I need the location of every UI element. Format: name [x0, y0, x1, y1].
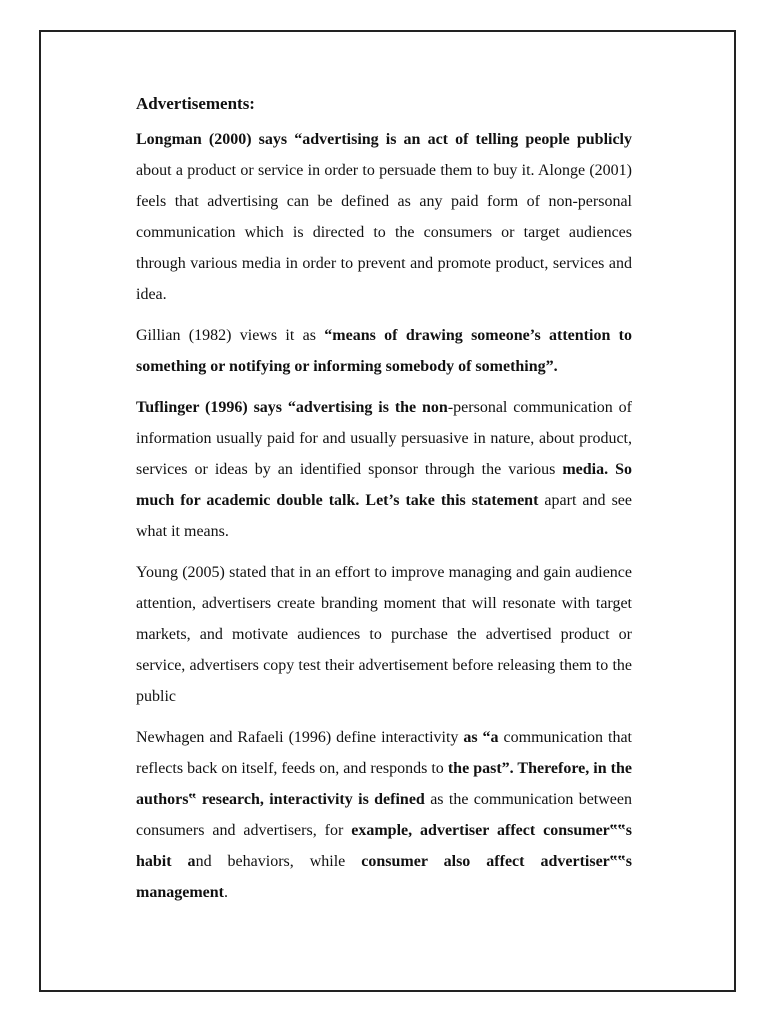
body-paragraph [136, 557, 632, 712]
document-body [136, 90, 632, 918]
text-run: as the communication between consumers and advertisers, for [136, 791, 632, 839]
bold-text-run: example, advertiser affect consumer‟‟s habit a [136, 822, 632, 870]
text-run: about a product or service in order to persuade them to buy it. Alonge (2001) feels that advertising can be defined as any paid form of non-personal communication which is directed to the consumers or target audiences through various media in order to prevent and promote product, services and idea. [136, 162, 632, 303]
text-run: -personal communication of information usually paid for and usually persuasive in nature, about product, services or ideas by an identified sponsor through the various [136, 399, 632, 478]
body-paragraph [136, 392, 632, 547]
bold-text-run: “means of drawing someone’s attention to something or notifying or informing somebody of something”. [136, 327, 633, 375]
body-paragraph [136, 722, 632, 908]
bold-text-run: the past”. Therefore, in the authors‟ research, interactivity is defined [136, 760, 632, 808]
text-run: nd behaviors, while [195, 853, 362, 870]
bold-text-run: as “a [463, 729, 499, 746]
bold-text-run: Tuflinger (1996) says “advertising is the non [136, 399, 448, 416]
text-run: Newhagen and Rafaeli (1996) define interactivity [136, 729, 464, 746]
body-paragraph [136, 124, 632, 310]
body-paragraph [136, 320, 632, 382]
section-heading: Advertisements: [136, 94, 255, 113]
bold-text-run: Longman (2000) says “advertising is an act of telling people publicly [136, 131, 632, 148]
text-run: Gillian (1982) views it as [136, 327, 325, 344]
bold-text-run: consumer also affect advertiser‟‟s management [136, 853, 632, 901]
paragraph-list [136, 124, 632, 908]
bold-text-run: media. So much for academic double talk. Let’s take this statement [136, 461, 632, 509]
text-run: apart and see what it means. [136, 492, 632, 540]
text-run: Young (2005) stated that in an effort to improve managing and gain audience attention, advertisers create branding moment that will resonate with target markets, and motivate audiences to purchase the advertised product or service, advertisers copy test their advertisement before releasing them to the public [136, 564, 632, 705]
text-run: communication that reflects back on itself, feeds on, and responds to [136, 729, 632, 777]
text-run: . [223, 884, 228, 901]
